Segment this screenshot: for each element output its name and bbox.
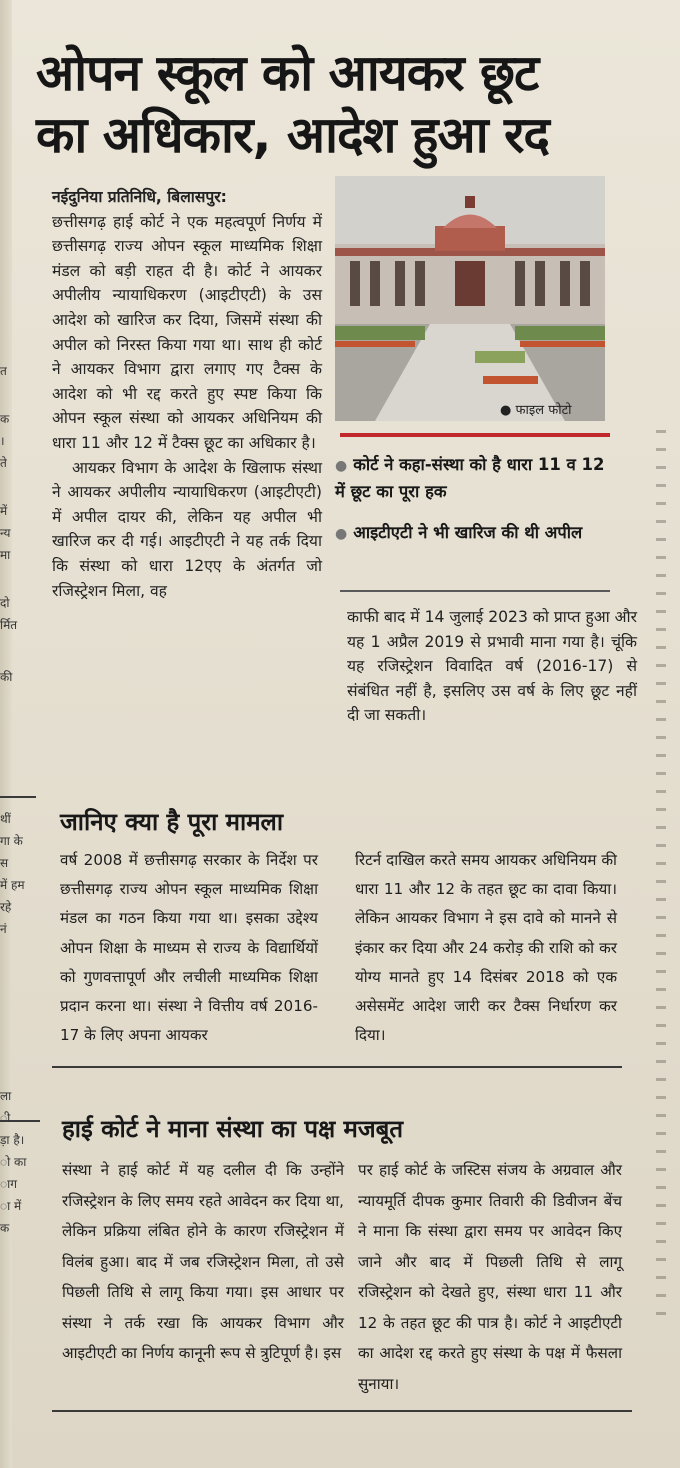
edge-fragment: गा के [0, 834, 23, 848]
edge-fragment: ाग [0, 1177, 17, 1191]
lead-paragraph-2: आयकर विभाग के आदेश के खिलाफ संस्था ने आयकर अपीलीय न्यायाधिकरण (आइटीएटी) में अपील दायर की, लेकिन यह अपील भी खारिज कर दी गई। आइटीएटी ने यह तर्क दिया कि संस्था को धारा 12एए के अंतर्गत जो रजिस्ट्रेशन मिला, वह [52, 458, 322, 600]
edge-fragment: ड़ा है। [0, 1133, 25, 1147]
edge-fragment: में [0, 504, 8, 518]
box2-column-1: संस्था ने हाई कोर्ट में यह दलील दी कि उन्होंने रजिस्ट्रेशन के लिए समय रहते आवेदन कर दिया था, लेकिन प्रक्रिया लंबित होने के कारण रजिस्ट्रेशन में विलंब हुआ। बाद में जब रजिस्ट्रेशन मिला, तो उसे पिछली तिथि से लागू किया गया। इस आधार पर संस्था ने तर्क रखा कि आयकर विभाग और आइटीएटी का निर्णय कानूनी रूप से त्रुटिपूर्ण है। इस [62, 1161, 344, 1362]
lead-continued: काफी बाद में 14 जुलाई 2023 को प्राप्त हुआ और यह 1 अप्रैल 2019 से प्रभावी माना गया है। चूंकि यह रजिस्ट्रेशन विवादित वर्ष (2016-17) से संबंधित नहीं है, इसलिए उस वर्ष के लिए छूट नहीं दी जा सकती। [347, 608, 637, 725]
headline-line-2: का अधिकार, आदेश हुआ रद [36, 106, 549, 164]
edge-fragment: रहे [0, 900, 12, 914]
edge-fragment: र्मित [0, 618, 18, 632]
lead-column [52, 185, 322, 603]
summary-bullet-2-text: आइटीएटी ने भी खारिज की थी अपील [353, 523, 583, 542]
box2-heading: हाई कोर्ट ने माना संस्था का पक्ष मजबूत [62, 1115, 404, 1143]
box1-column-1: वर्ष 2008 में छत्तीसगढ़ सरकार के निर्देश पर छत्तीसगढ़ राज्य ओपन स्कूल माध्यमिक शिक्षा मंडल का गठन किया गया था। इसका उद्देश्य ओपन शिक्षा के माध्यम से राज्य के विद्यार्थियों को गुणवत्तापूर्ण और लचीली माध्यमिक शिक्षा प्रदान करना था। संस्था ने वित्तीय वर्ष 2016-17 के लिए अपना आयकर [60, 851, 318, 1045]
edge-fragment: क [0, 412, 10, 426]
edge-fragment: थीं [0, 812, 11, 826]
edge-fragment: मा [0, 548, 11, 562]
edge-fragment: ा में [0, 1199, 22, 1213]
bullet-dot-icon: ● [335, 526, 348, 542]
edge-fragment: की [0, 670, 13, 684]
headline-line-1: ओपन स्कूल को आयकर छूट [36, 44, 539, 102]
box1-column-2: रिटर्न दाखिल करते समय आयकर अधिनियम की धारा 11 और 12 के तहत छूट का दावा किया। लेकिन आयकर विभाग ने इस दावे को मानने से इंकार कर दिया और 24 करोड़ की राशि को कर योग्य मानते हुए 14 दिसंबर 2018 को एक असेसमेंट आदेश जारी कर टैक्स निर्धारण कर दिया। [355, 851, 617, 1045]
edge-fragment: क [0, 1221, 10, 1235]
bullet-dot-icon: ● [335, 458, 348, 474]
court-building-image [335, 176, 605, 421]
edge-fragment: ला [0, 1089, 12, 1103]
edge-fragment: न्य [0, 526, 11, 540]
edge-fragment: स [0, 856, 9, 870]
summary-bottom-rule [340, 590, 610, 592]
adjacent-column-fragments [0, 360, 40, 1239]
box1-heading: जानिए क्या है पूरा मामला [60, 808, 284, 836]
box2-bottom-rule [52, 1410, 632, 1412]
photo-caption-text: फाइल फोटो [515, 403, 572, 418]
fold-dots [656, 430, 666, 1330]
edge-fragment: नं [0, 922, 7, 936]
byline: नईदुनिया प्रतिनिधि, बिलासपुर: [52, 188, 227, 206]
high-court-photo [335, 176, 605, 421]
summary-bullet-1-text: कोर्ट ने कहा-संस्था को है धारा 11 व 12 में छूट का पूरा हक [335, 455, 605, 501]
edge-fragment: दो [0, 596, 10, 610]
box1-bottom-rule [52, 1066, 622, 1068]
summary-bullet-2 [335, 520, 605, 547]
box2-column-2: पर हाई कोर्ट के जस्टिस संजय के अग्रवाल और न्यायमूर्ति दीपक कुमार तिवारी की डिवीजन बेंच ने माना कि संस्था द्वारा समय पर आवेदन किए जाने और बाद में पिछली तिथि से लागू रजिस्ट्रेशन को देखते हुए, संस्था धारा 11 और 12 के तहत छूट की पात्र है। कोर्ट ने आइटीएटी का आदेश रद्द करते हुए संस्था के पक्ष में फैसला सुनाया। [358, 1161, 622, 1393]
lead-paragraph-1: छत्तीसगढ़ हाई कोर्ट ने एक महत्वपूर्ण निर्णय में छत्तीसगढ़ राज्य ओपन स्कूल माध्यमिक शिक्षा मंडल को बड़ी राहत दी है। कोर्ट ने आयकर अपीलीय न्यायाधिकरण (आइटीएटी) के उस आदेश को खारिज कर दिया, जिसमें संस्था की अपील को निरस्त किया गया था। साथ ही कोर्ट ने आयकर विभाग द्वारा लगाए गए टैक्स के आदेश को भी रद्द करते हुए स्पष्ट किया कि ओपन स्कूल संस्था को आयकर अधिनियम की धारा 11 और 12 में टैक्स छूट का अधिकार है। [52, 212, 322, 452]
edge-fragment: त [0, 364, 7, 378]
photo-caption: ● फाइल फोटो [500, 403, 572, 418]
summary-bullet-1 [335, 452, 605, 505]
edge-fragment: ी [0, 1111, 11, 1125]
summary-top-rule [340, 433, 610, 437]
edge-fragment: । [0, 434, 5, 448]
edge-fragment: ो का [0, 1155, 27, 1169]
edge-fragment: में हम [0, 878, 25, 892]
edge-fragment: ते [0, 456, 7, 470]
